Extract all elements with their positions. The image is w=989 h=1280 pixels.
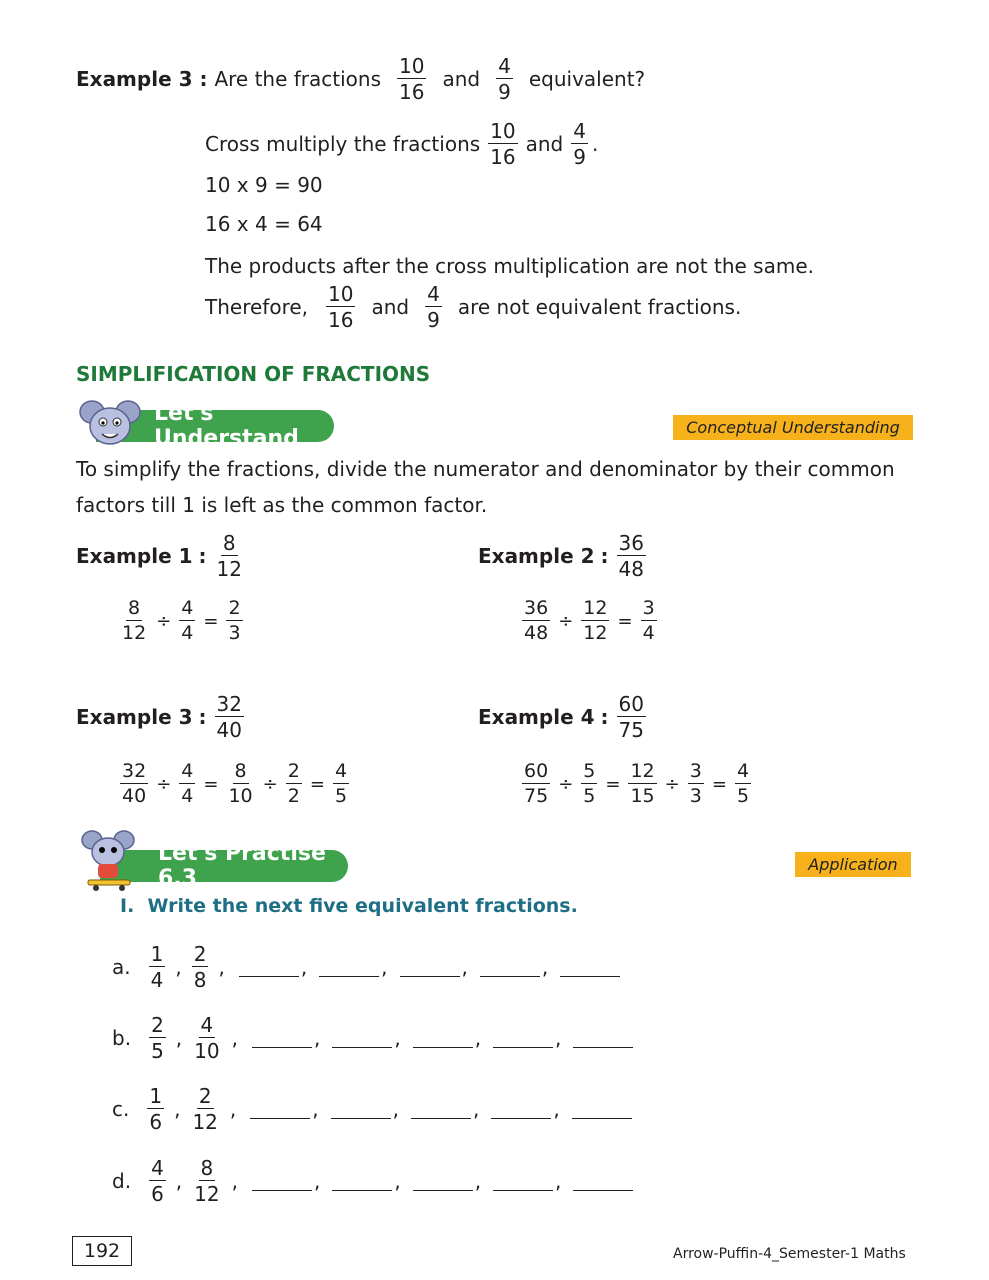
application-tag: Application	[795, 852, 911, 877]
answer-blank[interactable]	[493, 1029, 553, 1048]
comma: ,	[392, 1097, 399, 1121]
book-title: Arrow-Puffin-4_Semester-1 Maths	[673, 1246, 906, 1262]
comma: ,	[381, 955, 388, 979]
answer-blank[interactable]	[331, 1100, 391, 1119]
fraction: $\frac{32}{40}$	[216, 692, 242, 742]
fraction: $\frac{8}{12}$	[194, 1156, 220, 1206]
answer-blank[interactable]	[413, 1029, 473, 1048]
fraction: $\frac{12}{12}$	[583, 597, 608, 644]
section-heading: SIMPLIFICATION OF FRACTIONS	[76, 362, 431, 386]
answer-blank[interactable]	[319, 958, 379, 977]
divide-sign: ÷	[156, 773, 172, 795]
fraction: $\frac{10}{16}$	[399, 54, 425, 104]
equals-sign: =	[203, 773, 219, 795]
equals-sign: =	[605, 773, 621, 795]
comma: ,	[313, 1026, 321, 1050]
fraction: $\frac{4}{9}$	[573, 119, 586, 169]
answer-blank[interactable]	[252, 1029, 312, 1048]
calc-line-2: 16 x 4 = 64	[205, 212, 323, 236]
row-label: a.	[112, 955, 131, 979]
answer-blank[interactable]	[491, 1100, 551, 1119]
conclusion-text: are not equivalent fractions.	[457, 295, 742, 319]
comma: ,	[394, 1026, 401, 1050]
therefore-line	[205, 284, 741, 330]
colon: :	[198, 544, 207, 568]
example-label: Example 2	[478, 544, 595, 568]
divide-sign: ÷	[558, 610, 574, 632]
equals-sign: =	[617, 610, 633, 632]
answer-blank[interactable]	[252, 1172, 312, 1191]
divide-sign: ÷	[558, 773, 574, 795]
products-statement: The products after the cross multiplication are not the same.	[205, 254, 814, 278]
fraction: $\frac{36}{48}$	[618, 531, 644, 581]
fraction: $\frac{4}{6}$	[151, 1156, 164, 1206]
question-text: Are the fractions	[214, 67, 382, 91]
simplify-example-4-heading	[478, 694, 650, 740]
example-label: Example 4	[478, 705, 595, 729]
example-label: Example 1	[76, 544, 193, 568]
and-text: and	[442, 67, 481, 91]
conceptual-understanding-tag: Conceptual Understanding	[673, 415, 913, 440]
example-label: Example 3	[76, 705, 193, 729]
answer-blank[interactable]	[413, 1172, 473, 1191]
fraction: $\frac{2}{8}$	[193, 942, 207, 992]
simplify-example-1-heading	[76, 533, 248, 579]
practise-row	[112, 1015, 635, 1061]
colon: :	[198, 705, 207, 729]
comma: ,	[474, 1026, 482, 1050]
fraction: $\frac{4}{9}$	[498, 54, 511, 104]
simplify-example-3-heading	[76, 694, 248, 740]
simplify-steps	[518, 762, 755, 806]
row-label: d.	[112, 1169, 132, 1193]
therefore-text: Therefore,	[205, 295, 309, 319]
divide-sign: ÷	[262, 773, 278, 795]
fraction: $\frac{2}{3}$	[228, 597, 241, 644]
comma: ,	[175, 1026, 183, 1050]
simplify-steps	[518, 599, 661, 643]
fraction: $\frac{36}{48}$	[524, 597, 549, 644]
practise-row	[112, 1158, 635, 1204]
colon: :	[600, 705, 609, 729]
fraction: $\frac{10}{16}$	[490, 119, 516, 169]
simplify-steps	[116, 599, 247, 643]
row-label: b.	[112, 1026, 132, 1050]
page-number: 192	[72, 1236, 132, 1266]
practise-instruction: I. Write the next five equivalent fractions.	[120, 895, 578, 917]
comma: ,	[474, 1169, 482, 1193]
lets-practise-banner	[100, 841, 348, 891]
answer-blank[interactable]	[332, 1172, 392, 1191]
answer-blank[interactable]	[573, 1029, 633, 1048]
answer-blank[interactable]	[239, 958, 299, 977]
fraction: $\frac{4}{4}$	[181, 760, 194, 807]
practise-row	[112, 944, 622, 990]
comma: ,	[174, 1097, 181, 1121]
simplify-example-2-heading	[478, 533, 650, 579]
comma: ,	[555, 1169, 562, 1193]
fraction: $\frac{12}{15}$	[630, 760, 655, 807]
comma: ,	[300, 955, 308, 979]
and-text: and	[525, 132, 564, 156]
mouse-mascot-icon	[78, 398, 142, 450]
divide-sign: ÷	[156, 610, 172, 632]
fraction: $\frac{5}{5}$	[583, 760, 596, 807]
fraction: $\frac{10}{16}$	[328, 282, 354, 332]
fraction: $\frac{60}{75}$	[524, 760, 549, 807]
comma: ,	[229, 1097, 237, 1121]
and-text: and	[371, 295, 410, 319]
colon: :	[600, 544, 609, 568]
fraction: $\frac{8}{10}$	[228, 760, 253, 807]
fraction: $\frac{8}{12}$	[122, 597, 147, 644]
example3-label: Example 3	[76, 67, 193, 91]
comma: ,	[472, 1097, 480, 1121]
fraction: $\frac{2}{2}$	[287, 760, 300, 807]
fraction: $\frac{4}{10}$	[194, 1013, 220, 1063]
period: .	[592, 132, 599, 156]
explanation-line-2: factors till 1 is left as the common factor.	[76, 493, 488, 517]
comma: ,	[231, 1169, 238, 1193]
practise-row	[112, 1086, 634, 1132]
comma: ,	[541, 955, 549, 979]
example3-question	[76, 56, 645, 102]
answer-blank[interactable]	[400, 958, 460, 977]
comma: ,	[218, 955, 225, 979]
fraction: $\frac{3}{3}$	[689, 760, 702, 807]
calc-line-1: 10 x 9 = 90	[205, 173, 323, 197]
comma: ,	[555, 1026, 562, 1050]
equals-sign: =	[203, 610, 219, 632]
fraction: $\frac{1}{4}$	[150, 942, 164, 992]
comma: ,	[394, 1169, 401, 1193]
fraction: $\frac{3}{4}$	[642, 597, 655, 644]
comma: ,	[312, 1097, 319, 1121]
answer-blank[interactable]	[250, 1100, 310, 1119]
answer-blank[interactable]	[573, 1172, 633, 1191]
colon: :	[192, 67, 215, 91]
banner-label: Let's Understand	[154, 401, 299, 451]
fraction: $\frac{4}{5}$	[334, 760, 348, 807]
row-label: c.	[112, 1097, 130, 1121]
cross-text: Cross multiply the fractions	[205, 132, 481, 156]
question-end: equivalent?	[528, 67, 646, 91]
comma: ,	[175, 1169, 183, 1193]
comma: ,	[461, 955, 468, 979]
divide-sign: ÷	[664, 773, 680, 795]
equals-sign: =	[711, 773, 727, 795]
fraction: $\frac{4}{4}$	[181, 597, 194, 644]
cross-multiply-line	[205, 121, 598, 167]
fraction: $\frac{4}{9}$	[427, 282, 440, 332]
fraction: $\frac{8}{12}$	[216, 531, 242, 581]
answer-blank[interactable]	[572, 1100, 632, 1119]
equals-sign: =	[309, 773, 325, 795]
fraction: $\frac{2}{12}$	[192, 1084, 218, 1134]
simplify-steps	[116, 762, 353, 806]
comma: ,	[553, 1097, 560, 1121]
fraction: $\frac{1}{6}$	[149, 1084, 163, 1134]
fraction: $\frac{4}{5}$	[736, 760, 750, 807]
comma: ,	[231, 1026, 238, 1050]
fraction: $\frac{2}{5}$	[151, 1013, 164, 1063]
fraction: $\frac{60}{75}$	[618, 692, 644, 742]
mouse-skateboard-icon	[80, 828, 136, 892]
banner-label: Let's Practise 6.3	[158, 841, 326, 891]
answer-blank[interactable]	[493, 1172, 553, 1191]
fraction: $\frac{32}{40}$	[122, 760, 147, 807]
answer-blank[interactable]	[332, 1029, 392, 1048]
answer-blank[interactable]	[480, 958, 540, 977]
comma: ,	[175, 955, 182, 979]
answer-blank[interactable]	[411, 1100, 471, 1119]
explanation-line-1: To simplify the fractions, divide the numerator and denominator by their common	[76, 457, 895, 481]
comma: ,	[313, 1169, 321, 1193]
answer-blank[interactable]	[560, 958, 620, 977]
